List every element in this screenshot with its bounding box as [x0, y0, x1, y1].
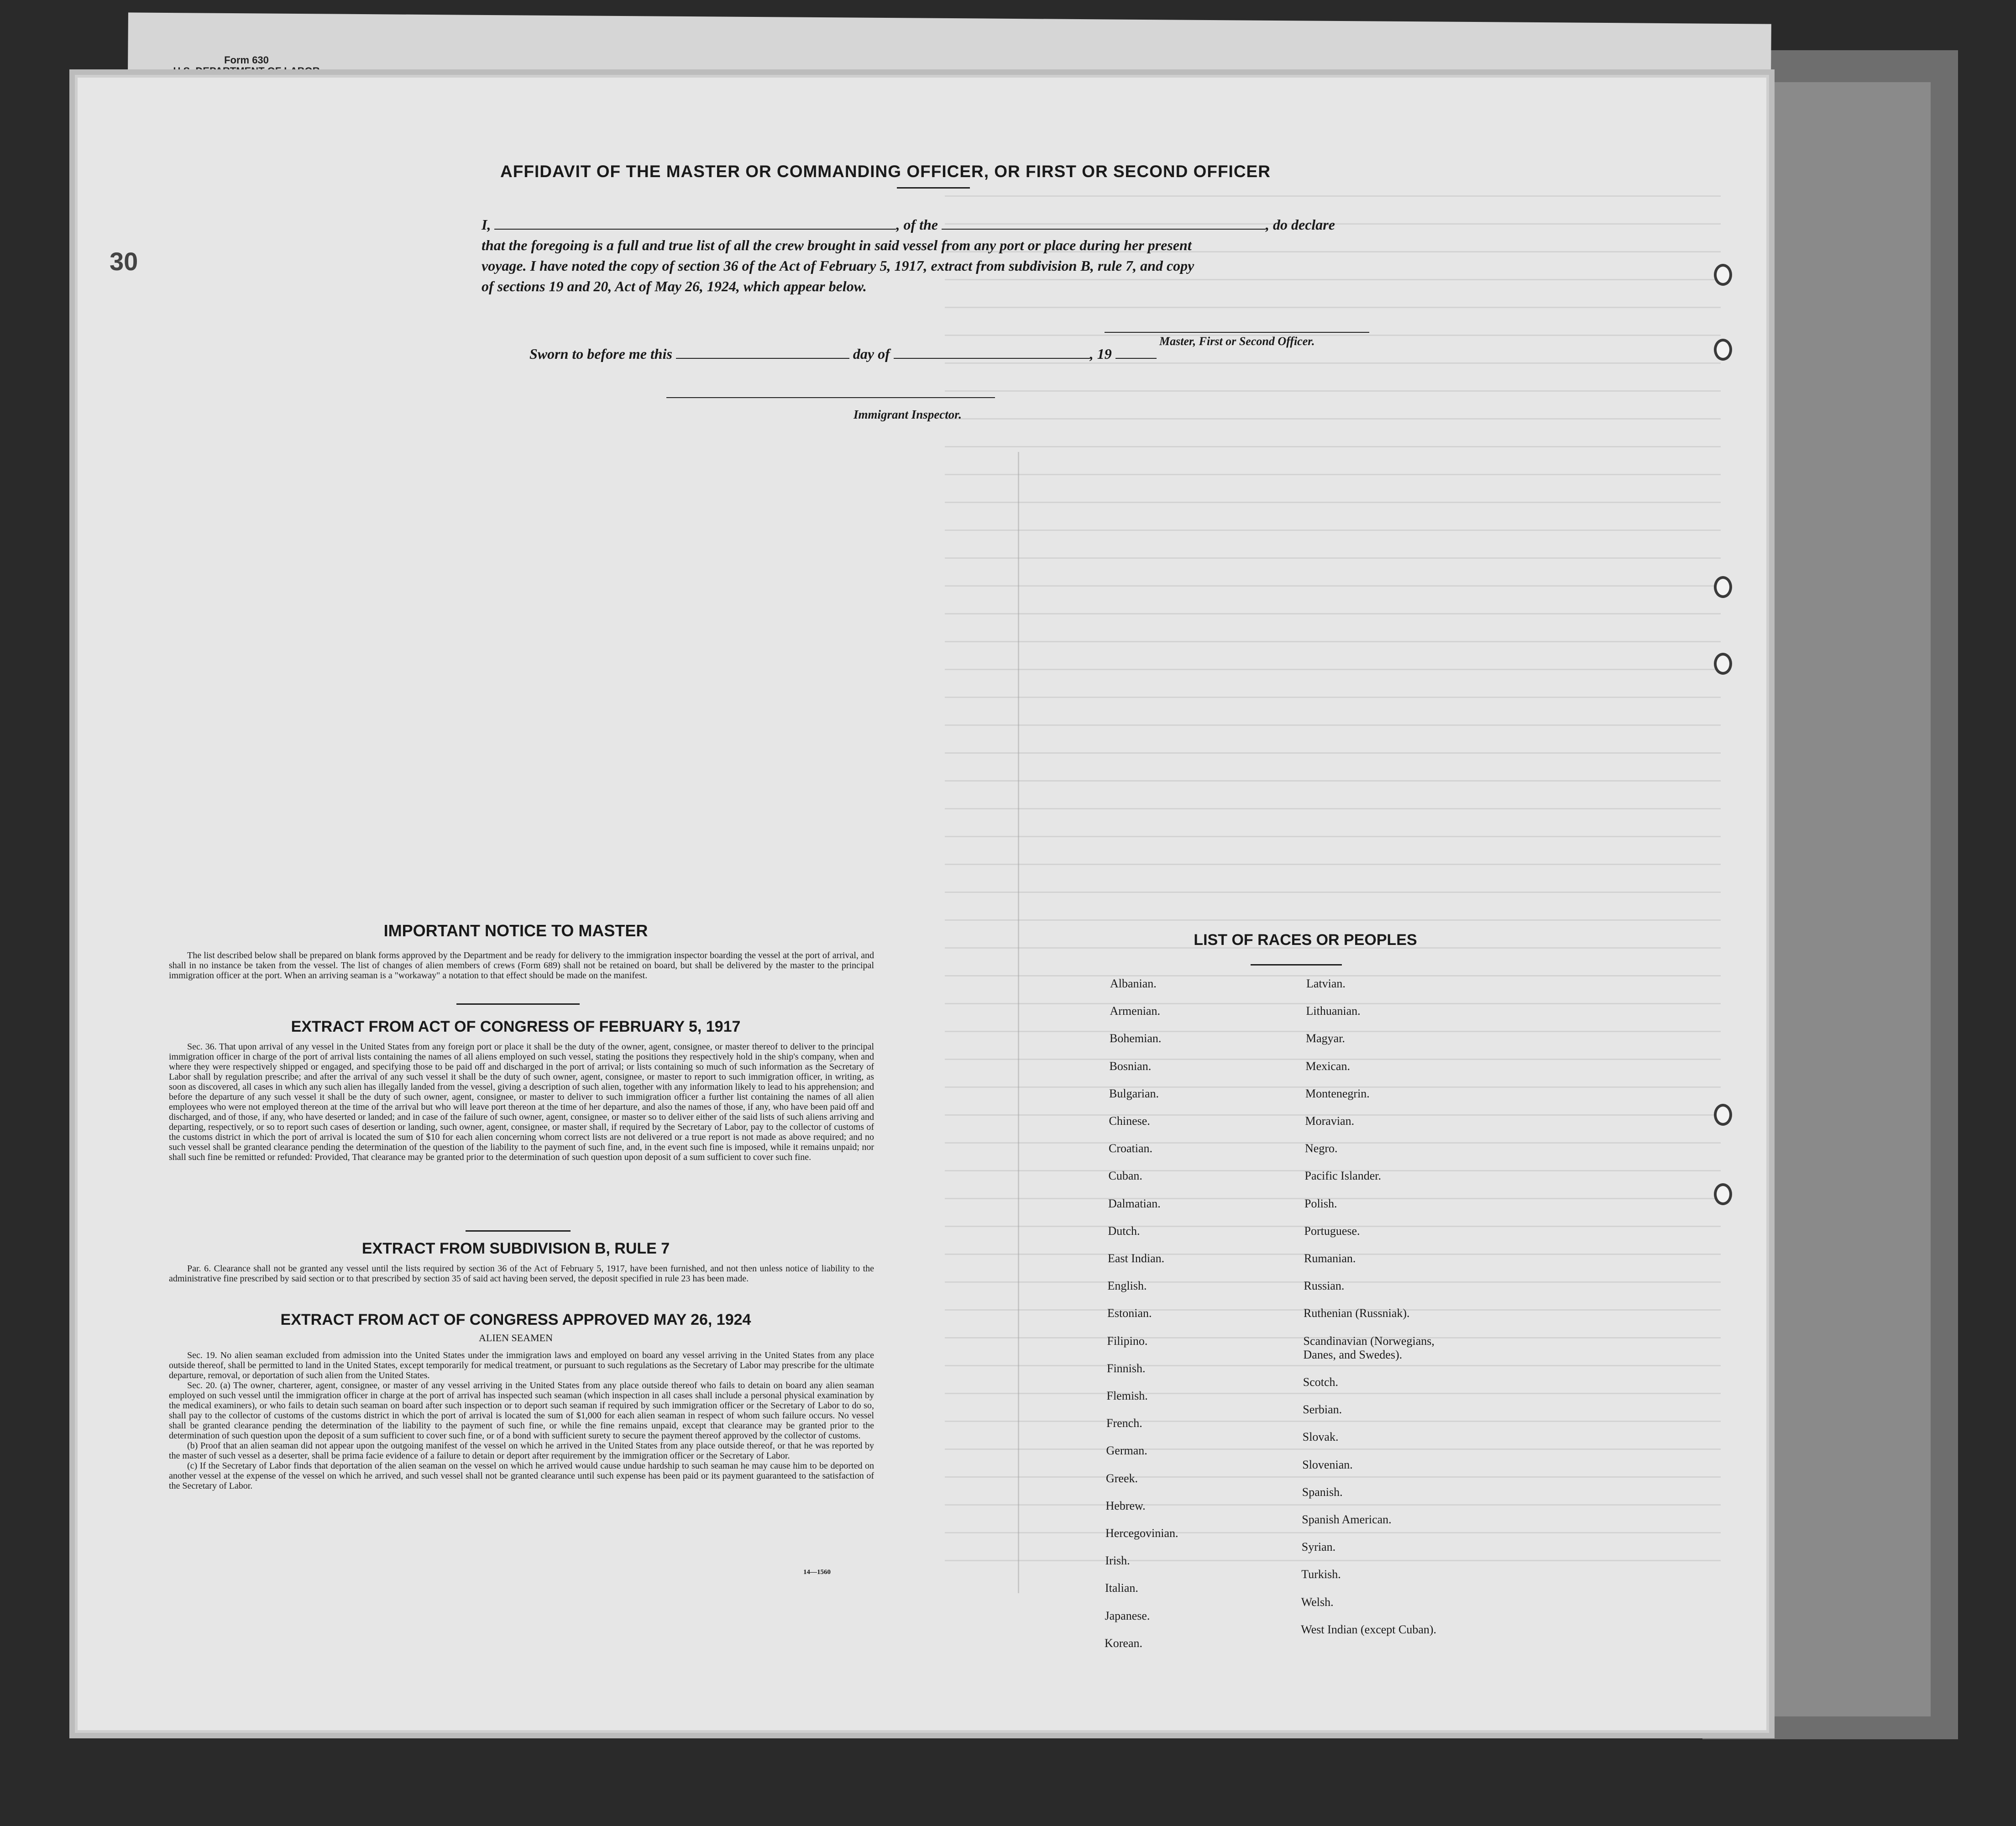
race-item: Dalmatian. [1108, 1196, 1161, 1210]
notice-paragraph: The list described below shall be prepared on blank forms approved by the Department and be ready for delivery to the immigration inspector boarding the vessel at the port of arrival, and shall in no instance be taken from the vessel. The list of changes of alien members of crews (Form 689) shall not be retained on board, but shall be delivered by the master to the principal immigration officer at the port. When an arriving seaman is a "workaway" a notation to that effect should be made on the manifest. [169, 950, 874, 981]
race-item: Chinese. [1109, 1114, 1150, 1128]
race-item: Spanish American. [1302, 1512, 1392, 1526]
race-item: Irish. [1105, 1554, 1130, 1568]
title-rule [897, 187, 970, 189]
signature-label: Master, First or Second Officer. [1159, 335, 1315, 348]
race-item: Rumanian. [1304, 1252, 1356, 1265]
paragraph-6: Par. 6. Clearance shall not be granted any vessel until the lists required by section 36 of the Act of February 5, 1917, have been furnished, and not then unless notice of liability to the administrative fine prescribed by said section or to that prescribed by section 35 of said act having been served, the deposit specified in rule 23 has been made. [169, 1264, 874, 1284]
binder-hole [1714, 653, 1732, 675]
race-item: Montenegrin. [1305, 1086, 1370, 1100]
race-item: Spanish. [1302, 1485, 1343, 1499]
race-item: French. [1106, 1417, 1142, 1430]
race-item: Estonian. [1107, 1307, 1152, 1320]
race-item: Lithuanian. [1306, 1004, 1361, 1018]
print-code: 14—1560 [803, 1569, 831, 1576]
race-item: West Indian (except Cuban). [1301, 1622, 1437, 1636]
race-item: Russian. [1304, 1279, 1345, 1293]
race-item: Slovak. [1302, 1430, 1339, 1444]
section-rule [466, 1230, 571, 1232]
inspector-label: Immigrant Inspector. [854, 408, 962, 421]
sworn-statement [529, 345, 1157, 362]
affidavit-of-the: , of the [896, 216, 938, 233]
race-item: Dutch. [1108, 1224, 1140, 1238]
race-item: Portuguese. [1304, 1224, 1360, 1238]
binder-hole [1714, 264, 1732, 286]
race-item: Cuban. [1108, 1169, 1142, 1183]
extract-1924-body [169, 1350, 874, 1491]
race-item: Moravian. [1305, 1114, 1355, 1128]
binder-hole [1714, 1183, 1732, 1205]
race-item: Italian. [1105, 1581, 1138, 1595]
race-item: Filipino. [1107, 1334, 1148, 1348]
affidavit-line-3: voyage. I have noted the copy of section 36 of the Act of February 5, 1917, extract from subdivision B, rule 7, and copy [482, 257, 1194, 274]
binder-hole [1714, 1104, 1732, 1126]
race-item: Korean. [1105, 1636, 1143, 1650]
race-item: Polish. [1304, 1196, 1337, 1210]
margin-mark: 30 [110, 247, 138, 276]
affidavit-line-2: that the foregoing is a full and true list of all the crew brought in said vessel from any port or place during her present [482, 237, 1192, 253]
department-name: U.S. DEPARTMENT OF LABOR [173, 65, 320, 77]
race-item: Welsh. [1301, 1595, 1334, 1609]
day-blank [676, 345, 849, 359]
notice-body [169, 950, 874, 981]
race-item: Latvian. [1306, 977, 1346, 990]
race-item: Finnish. [1107, 1361, 1146, 1375]
race-item: Slovenian. [1302, 1458, 1353, 1471]
race-item: Scotch. [1303, 1375, 1339, 1389]
extract-1917-body [169, 1042, 874, 1162]
binder-hole [1714, 339, 1732, 361]
sworn-year: , 19 [1089, 346, 1112, 362]
extract-1924-title: EXTRACT FROM ACT OF CONGRESS APPROVED MAY 26, 1924 [280, 1311, 751, 1328]
signature-line [1105, 332, 1369, 333]
month-blank [894, 345, 1090, 359]
race-item: Hebrew. [1105, 1499, 1146, 1512]
section-36-paragraph: Sec. 36. That upon arrival of any vessel in the United States from any foreign port or place it shall be the duty of the owner, agent, consignee, or master thereof to deliver to the principal immigration officer in charge of the port of arrival lists containing the names of all aliens employed on such vessel, stating the positions they respectively hold in the ship's company, when and where they were respectively shipped or engaged, and specifying those to be paid off and discharged in the port of arrival; or lists containing so much of such information as the Secretary of Labor shall by regulation prescribe; and after the arrival of any such vessel it shall be the duty of such owner, agent, consignee, or master to report to such immigration officer, in writing, as soon as discovered, all cases in which any such alien has illegally landed from the vessel, giving a description of such alien, together with any information likely to lead to his apprehension; and before the departure of any such vessel it shall be the duty of such owner, agent, consignee, or master to deliver to such immigration officer a further list containing the names of all alien employees who were not employed thereon at the time of the arrival but who will leave port thereon at the time of her departure, and also the names of those, if any, who have been paid off and discharged, and of those, if any, who have deserted or landed; and in case of the failure of such owner, agent, consignee, or master so to deliver either of the said lists of such aliens arriving and departing, respectively, or so to report such cases of desertion or landing, such owner, agent, consignee, or master shall, if required by the Secretary of Labor, pay to the collector of customs of the customs district in which the port of arrival is located the sum of $10 for each alien concerning whom correct lists are not delivered or a true report is not made as above required; and no such vessel shall be granted clearance pending the determination of the question of the liability to the payment of such fine, and, in the event such fine is imposed, while it remains unpaid; nor shall such fine be remitted or refunded: Provided, That clearance may be granted prior to the determination of such question upon deposit of a sum sufficient to cover such fine. [169, 1042, 874, 1162]
alien-seamen-subtitle: ALIEN SEAMEN [479, 1332, 553, 1343]
race-item: Magyar. [1306, 1032, 1345, 1045]
race-item: English. [1107, 1279, 1147, 1293]
race-item: Flemish. [1106, 1389, 1148, 1402]
year-blank [1115, 345, 1157, 359]
race-item: Japanese. [1105, 1609, 1150, 1622]
notice-title: IMPORTANT NOTICE TO MASTER [383, 921, 648, 940]
affidavit-body [482, 215, 1413, 297]
race-item: Pacific Islander. [1304, 1169, 1381, 1183]
race-item: Bohemian. [1110, 1032, 1162, 1045]
back-sheet-inner [1766, 82, 1931, 1716]
race-item: Greek. [1106, 1471, 1138, 1485]
race-item: Syrian. [1301, 1540, 1336, 1554]
affidavit-title: AFFIDAVIT OF THE MASTER OR COMMANDING OFFICER, OR FIRST OR SECOND OFFICER [500, 162, 1271, 181]
race-item: Negro. [1305, 1142, 1338, 1155]
race-item: Danes, and Swedes). [1303, 1348, 1403, 1361]
section-20c-paragraph: (c) If the Secretary of Labor finds that deportation of the alien seaman on the vessel on which he arrived would cause undue hardship to such seaman he may cause him to be deported on another vessel at the expense of the vessel on which he arrived, and such vessel shall not be granted clearance until such expense has been paid or its payment guaranteed to the satisfaction of the Secretary of Labor. [169, 1461, 874, 1491]
affidavit-line-4: of sections 19 and 20, Act of May 26, 1924, which appear below. [482, 278, 867, 294]
race-item: German. [1106, 1444, 1147, 1458]
section-20b-paragraph: (b) Proof that an alien seaman did not appear upon the outgoing manifest of the vessel on which he arrived in the United States from any place outside thereof, or that he was reported by the master of such vessel as a deserter, shall be prima facie evidence of a failure to detain or deport after requirement by the immigration officer or the Secretary of Labor. [169, 1441, 874, 1461]
race-item: Turkish. [1301, 1568, 1341, 1581]
section-19-paragraph: Sec. 19. No alien seaman excluded from admission into the United States under the immigration laws and employed on board any vessel arriving in the United States from any place outside thereof, shall be permitted to land in the United States, except temporarily for medical treatment, or pursuant to such regulations as the Secretary of Labor may prescribe for the ultimate departure, removal, or deportation of such alien from the United States. [169, 1350, 874, 1380]
form-number: Form 630 [224, 54, 269, 66]
bleed-through-column [1018, 452, 1019, 1593]
race-item: Bulgarian. [1109, 1086, 1159, 1100]
inspector-signature-line [666, 397, 995, 398]
race-item: Scandinavian (Norwegians, [1303, 1334, 1435, 1348]
affidavit-i: I, [482, 216, 491, 233]
race-item: Ruthenian (Russniak). [1304, 1307, 1410, 1320]
races-title-rule [1251, 964, 1342, 965]
bleed-through-lines [945, 169, 1721, 1584]
race-item: Serbian. [1303, 1403, 1342, 1417]
race-item: Mexican. [1305, 1059, 1350, 1073]
extract-rule7-title: EXTRACT FROM SUBDIVISION B, RULE 7 [361, 1240, 670, 1257]
extract-rule7-body [169, 1264, 874, 1284]
binder-hole [1714, 576, 1732, 598]
extract-1917-title: EXTRACT FROM ACT OF CONGRESS OF FEBRUARY 5, 1917 [291, 1018, 741, 1035]
name-blank [494, 216, 896, 230]
affidavit-declare: , do declare [1266, 216, 1335, 233]
races-title: LIST OF RACES OR PEOPLES [1194, 931, 1417, 949]
race-item: East Indian. [1108, 1252, 1165, 1265]
sworn-day-of: day of [853, 346, 890, 362]
race-item: Bosnian. [1109, 1059, 1152, 1073]
race-item: Hercegovinian. [1105, 1527, 1178, 1540]
race-item: Albanian. [1110, 977, 1157, 990]
section-rule [456, 1003, 580, 1005]
section-20a-paragraph: Sec. 20. (a) The owner, charterer, agent, consignee, or master of any vessel arriving in the United States from any place outside thereof who fails to detain on board any alien seaman employed on such vessel until the immigration officer in charge at the port of arrival has inspected such seaman (which inspection in all cases shall include a personal physical examination by the medical examiners), or who fails to detain such seaman on board after such inspection or to deport such seaman if required by such immigration officer or the Secretary of Labor to do so, shall pay to the collector of customs of the customs district in which the port of arrival is located the sum of $1,000 for each alien seaman in respect of whom such failure occurs. No vessel shall be granted clearance pending the determination of the liability to the payment of such fine, or while the fine remains unpaid, except that clearance may be granted prior to the determination of such question upon the deposit of a sum sufficient to cover such fine, or of a bond with sufficient surety to secure the payment thereof approved by the collector of customs. [169, 1380, 874, 1441]
race-item: Croatian. [1109, 1142, 1153, 1155]
sworn-prefix: Sworn to before me this [529, 346, 672, 362]
vessel-blank [942, 216, 1266, 230]
race-item: Armenian. [1110, 1004, 1160, 1018]
